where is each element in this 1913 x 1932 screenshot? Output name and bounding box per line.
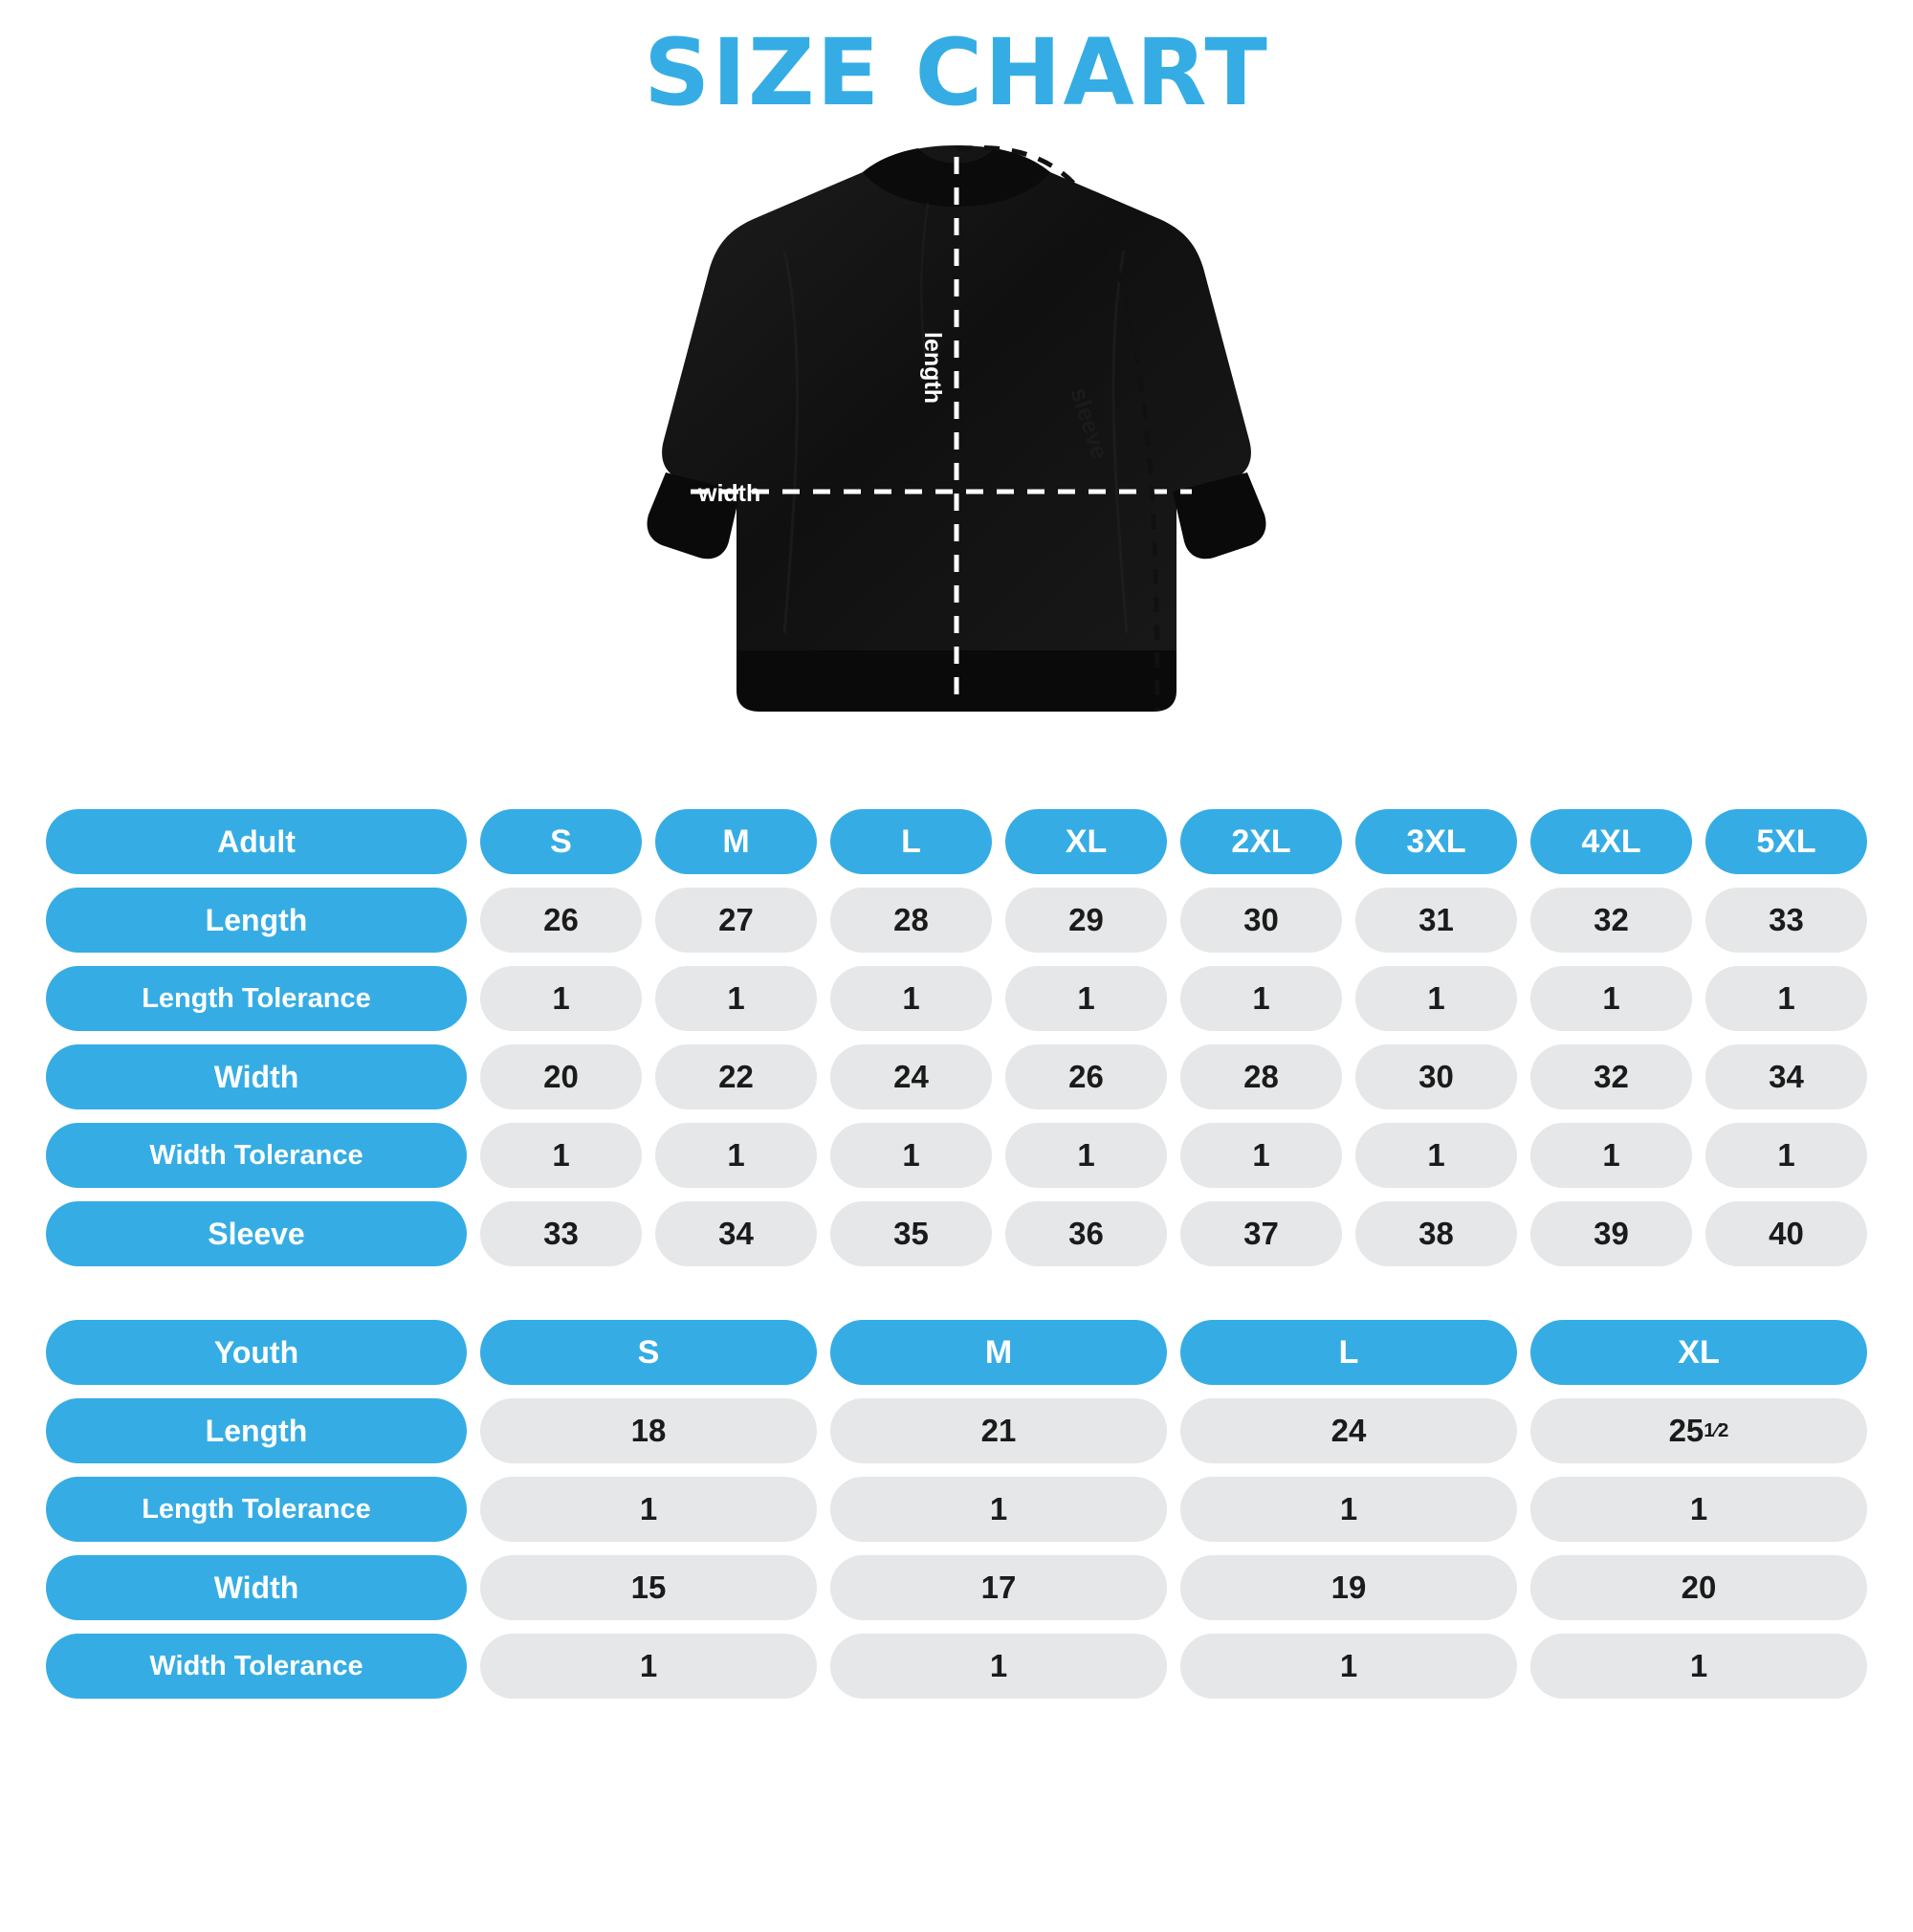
garment-illustration	[0, 126, 1913, 796]
cell: 1	[1530, 1477, 1867, 1542]
cell: 1	[480, 966, 642, 1031]
cell: 32	[1530, 1044, 1692, 1109]
table-row	[46, 1044, 1867, 1109]
row-label-width: Width	[46, 1044, 467, 1109]
cell: 17	[830, 1555, 1167, 1620]
youth-col-xl: XL	[1530, 1320, 1867, 1385]
cell: 26	[1005, 1044, 1167, 1109]
cell: 1	[1180, 1123, 1342, 1188]
youth-table-label: Youth	[46, 1320, 467, 1385]
youth-col-s: S	[480, 1320, 817, 1385]
length-measure-label: length	[919, 332, 946, 404]
row-label-length: Length	[46, 1398, 467, 1463]
row-label-width-tolerance: Width Tolerance	[46, 1123, 467, 1188]
cell: 30	[1355, 1044, 1517, 1109]
cell: 34	[655, 1201, 817, 1266]
adult-col-m: M	[655, 809, 817, 874]
table-row	[46, 1634, 1867, 1699]
adult-col-l: L	[830, 809, 992, 874]
adult-col-4xl: 4XL	[1530, 809, 1692, 874]
adult-table-label: Adult	[46, 809, 467, 874]
size-chart-page	[0, 19, 1913, 1932]
row-label-length: Length	[46, 888, 467, 953]
adult-col-5xl: 5XL	[1705, 809, 1867, 874]
adult-column-headers	[480, 809, 1867, 874]
sweatshirt-graphic	[641, 136, 1272, 786]
cell: 1	[1355, 966, 1517, 1031]
cell: 40	[1705, 1201, 1867, 1266]
cell: 22	[655, 1044, 817, 1109]
adult-col-2xl: 2XL	[1180, 809, 1342, 874]
adult-col-s: S	[480, 809, 642, 874]
cell: 38	[1355, 1201, 1517, 1266]
cell: 24	[830, 1044, 992, 1109]
row-label-width-tolerance: Width Tolerance	[46, 1634, 467, 1699]
youth-column-headers	[480, 1320, 1867, 1385]
page-title: SIZE CHART	[644, 19, 1269, 126]
cell: 1	[1530, 1634, 1867, 1699]
cell: 26	[480, 888, 642, 953]
cell: 24	[1180, 1398, 1517, 1463]
cell: 1	[480, 1123, 642, 1188]
table-row	[46, 888, 1867, 953]
cell: 29	[1005, 888, 1167, 953]
cell: 1	[1180, 1634, 1517, 1699]
cell: 1	[1530, 1123, 1692, 1188]
cell: 39	[1530, 1201, 1692, 1266]
youth-size-table	[0, 1320, 1913, 1699]
cell: 1	[1180, 1477, 1517, 1542]
cell: 21	[830, 1398, 1167, 1463]
cell: 36	[1005, 1201, 1167, 1266]
row-label-sleeve: Sleeve	[46, 1201, 467, 1266]
cell: 1	[830, 1477, 1167, 1542]
cell: 1	[1705, 966, 1867, 1031]
cell: 32	[1530, 888, 1692, 953]
adult-col-3xl: 3XL	[1355, 809, 1517, 874]
cell: 1	[1005, 966, 1167, 1031]
youth-col-m: M	[830, 1320, 1167, 1385]
adult-header-row	[46, 809, 1867, 874]
cell: 1	[1530, 966, 1692, 1031]
table-row	[46, 1201, 1867, 1266]
table-row	[46, 1555, 1867, 1620]
table-row	[46, 1398, 1867, 1463]
width-measure-label: width	[698, 480, 761, 507]
table-row	[46, 966, 1867, 1031]
cell: 1	[1005, 1123, 1167, 1188]
adult-size-table	[0, 809, 1913, 1266]
cell: 1	[480, 1477, 817, 1542]
cell: 20	[1530, 1555, 1867, 1620]
row-label-length-tolerance: Length Tolerance	[46, 966, 467, 1031]
cell: 33	[480, 1201, 642, 1266]
cell: 18	[480, 1398, 817, 1463]
sleeve-measure-label: sleeve	[1065, 384, 1113, 463]
cell: 1	[1180, 966, 1342, 1031]
table-row	[46, 1123, 1867, 1188]
cell: 1	[830, 1634, 1167, 1699]
cell: 37	[1180, 1201, 1342, 1266]
cell: 27	[655, 888, 817, 953]
cell: 28	[830, 888, 992, 953]
cell: 35	[830, 1201, 992, 1266]
row-label-length-tolerance: Length Tolerance	[46, 1477, 467, 1542]
cell: 19	[1180, 1555, 1517, 1620]
cell: 1	[655, 966, 817, 1031]
adult-col-xl: XL	[1005, 809, 1167, 874]
youth-header-row	[46, 1320, 1867, 1385]
cell: 33	[1705, 888, 1867, 953]
cell: 1	[655, 1123, 817, 1188]
cell-fraction: 25 1⁄2	[1530, 1398, 1867, 1463]
cell: 1	[480, 1634, 817, 1699]
cell: 30	[1180, 888, 1342, 953]
table-row	[46, 1477, 1867, 1542]
cell: 1	[830, 1123, 992, 1188]
row-label-width: Width	[46, 1555, 467, 1620]
cell: 15	[480, 1555, 817, 1620]
cell: 20	[480, 1044, 642, 1109]
cell: 1	[1355, 1123, 1517, 1188]
youth-col-l: L	[1180, 1320, 1517, 1385]
cell: 28	[1180, 1044, 1342, 1109]
cell: 1	[1705, 1123, 1867, 1188]
cell: 1	[830, 966, 992, 1031]
cell: 34	[1705, 1044, 1867, 1109]
cell: 31	[1355, 888, 1517, 953]
